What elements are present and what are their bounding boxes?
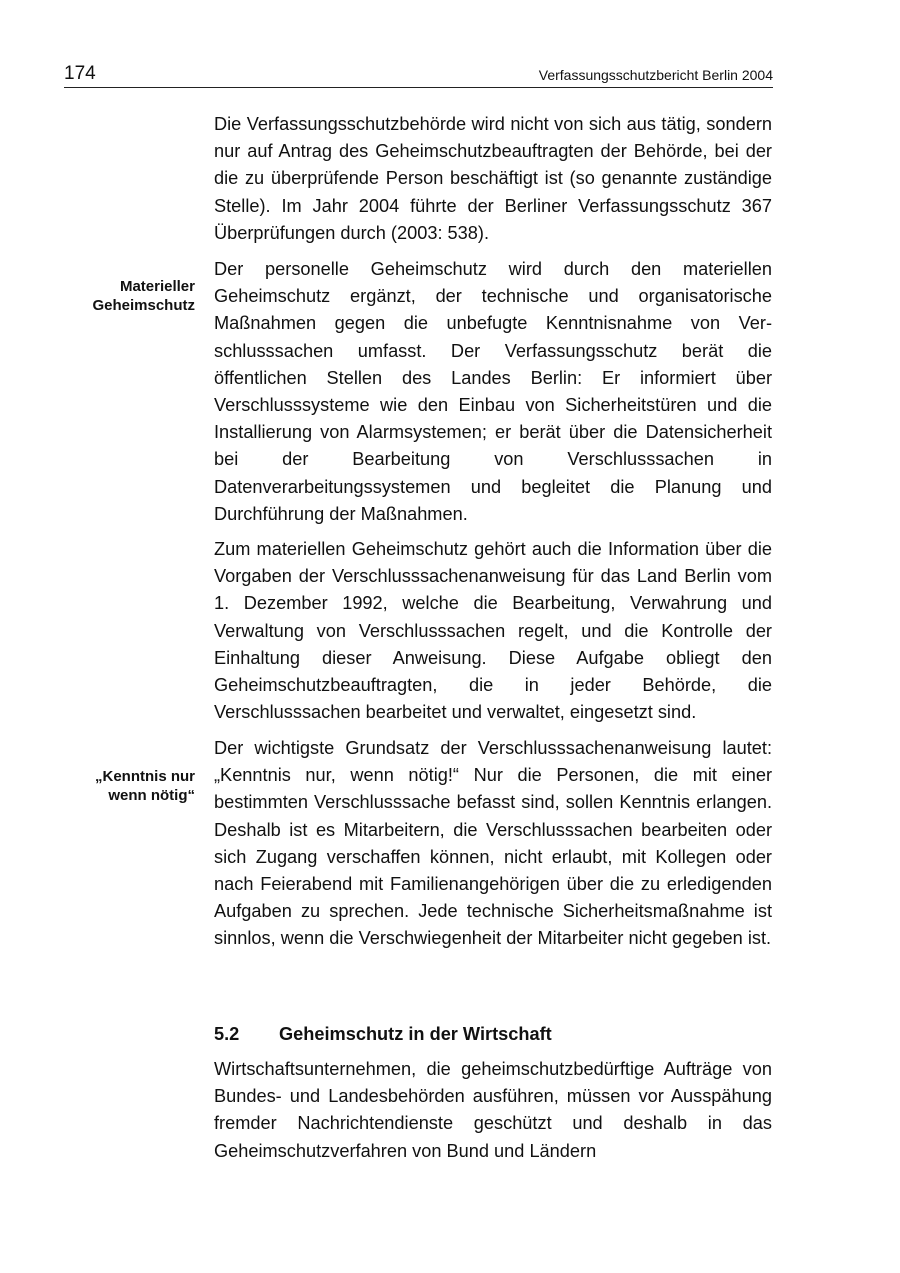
paragraph: Der personelle Geheimschutz wird durch den materiellen Geheimschutz ergänzt, der technische und organisatorische Maßnahmen gegen die unbefugte Kenntnisnahme von Verschlusssachen umfasst. Der Verfassungsschutz berät die öffentlichen Stellen des Landes Berlin: Er informiert über Verschlusssysteme wie den Einbau von Sicherheitstüren und die Installierung von Alarmsystemen; er berät über die Datensicherheit bei der Bearbeitung von Verschlusssachen in Datenverarbeitungssystemen und begleitet die Planung und Durchführung der Maßnahmen. <box>214 259 772 524</box>
margin-note-line: „Kenntnis nur <box>95 768 195 785</box>
margin-note-line: Geheimschutz <box>92 297 195 314</box>
paragraph: Die Verfassungsschutzbehörde wird nicht von sich aus tätig, sondern nur auf Antrag des Geheimschutzbeauftragten der Behörde, bei der die zu überprüfende Person beschäftigt ist (so genannte zuständige Stelle). Im Jahr 2004 führte der Berliner Verfassungsschutz 367 Überprüfungen durch (2003: 538). <box>214 114 772 243</box>
section-heading <box>214 1023 772 1045</box>
margin-note-line: wenn nötig“ <box>108 787 195 804</box>
paragraph: Der wichtigste Grundsatz der Verschlusssachenanweisung lautet: „Kenntnis nur, wenn nötig!“ Nur die Personen, die mit einer bestimmten Verschlusssache befasst sind, sollen Kenntnis erlangen. Deshalb ist es Mitarbeitern, die Verschlusssachen bearbeiten oder sich Zugang verschaffen können, nicht erlaubt, mit Kollegen oder nach Feierabend mit Familienangehörigen über die zu erledigenden Aufgaben zu sprechen. Jede technische Sicherheitsmaßnahme ist sinnlos, wenn die Verschwiegenheit der Mitarbeiter nicht gegeben ist. <box>214 738 772 949</box>
margin-note-materieller-geheimschutz <box>40 277 195 315</box>
margin-note-line: Materieller <box>119 278 195 295</box>
section-number: 5.2 <box>214 1024 240 1044</box>
header-divider <box>64 87 773 88</box>
paragraph: Wirtschaftsunternehmen, die geheimschutzbedürftige Aufträge von Bundes- und Landesbehörden ausführen, müssen vor Ausspähung fremder Nachrichtendienste geschützt und deshalb in das Geheimschutzverfahren von Bund und Ländern <box>214 1059 772 1161</box>
section-title: Geheimschutz in der Wirtschaft <box>279 1024 552 1044</box>
running-header: Verfassungsschutzbericht Berlin 2004 <box>538 67 773 83</box>
margin-note-kenntnis-nur-wenn-noetig <box>40 767 195 805</box>
page-number: 174 <box>64 63 96 84</box>
paragraph: Zum materiellen Geheimschutz gehört auch die Information über die Vorgaben der Verschlusssachenanweisung für das Land Berlin vom 1. Dezember 1992, welche die Bearbeitung, Verwahrung und Verwaltung von Verschlusssachen regelt, und die Kontrolle der Einhaltung dieser Anweisung. Diese Aufgabe obliegt den Geheimschutzbeauftragten, die in jeder Behörde, die Verschlusssachen bearbeitet und verwaltet, eingesetzt sind. <box>214 539 772 723</box>
